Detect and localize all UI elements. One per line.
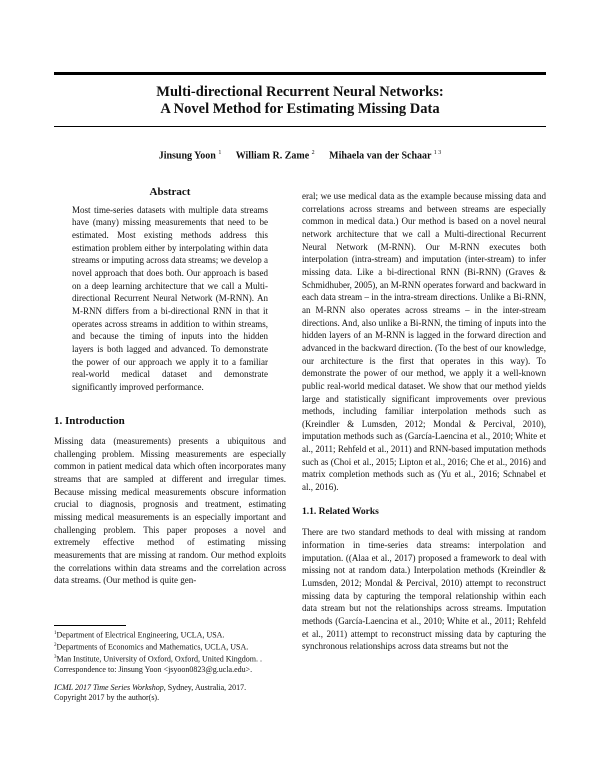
title-line-1: Multi-directional Recurrent Neural Networks: [156,84,444,100]
introduction-paragraph: Missing data (measurements) presents a ubiquitous and challenging problem. Missing measurements are especially common in patient medical data which often incorporates many streams that are sampled at different and irregular times. Because missing medical measurements obscure information crucial to diagnosis, prognosis and treatment, estimating missing medical measurements is an especially important and challenging problem. This paper proposes a novel and extremely effective method of estimating missing measurements that are missing at random. Our method exploits the correlations within data streams and the correlation across data streams. (Our method is quite gen- [54,436,286,586]
title-bottom-rule [54,126,546,127]
author-affiliation-mark: 2 [311,150,315,156]
right-column [302,190,546,653]
author-affiliation-mark: 1 3 [433,150,442,156]
author-list [54,150,546,161]
footnote-rule [54,625,126,626]
footnote: $^1$Department of Electrical Engineering, UCLA, USA. [54,630,225,640]
venue-location: , Sydney, Australia, 2017. [163,682,247,692]
paper-title [54,84,546,118]
correspondence-note: Correspondence to: Jinsung Yoon <jsyoon0823@g.ucla.edu>. [54,664,253,674]
venue-workshop: ICML 2017 Time Series Workshop [54,682,164,692]
section-heading-introduction: 1. Introduction [54,414,125,427]
title-top-rule [54,72,546,75]
author-name: William R. Zame [235,150,310,162]
left-column [54,186,286,587]
related-works-paragraph: There are two standard methods to deal with missing at random information in time-series data streams: interpolation and imputation. ((Alaa et al., 2017) proposed a framework to deal with missing not at random data.) Interpolation methods (Kreindler & Lumsden, 2012; Mondal & Percival, 2010) attempt to reconstruct missing data by capturing the temporal relationship within each data stream but not the relationships across streams. Imputation methods (García-Laencina et al., 2010; White et al., 2011; Rehfeld et al., 2011) attempt to reconstruct missing data by capturing the synchronous relationships across data streams but not the [302,527,546,652]
abstract-text: Most time-series datasets with multiple data streams have (many) missing measurements that need to be estimated. Most existing methods address this estimation problem either by interpolating within data streams or imputing across data streams; we develop a novel approach that does both. Our approach is based on a deep learning architecture that we call a Multi-directional Recurrent Neural Network (M-RNN). An M-RNN differs from a bi-directional RNN in that it operates across streams in addition to within streams, and because the timing of inputs into the hidden layers is both lagged and advanced. To demonstrate the power of our approach we apply it to a familiar real-world medical dataset and demonstrate significantly improved performance. [72,204,268,392]
related-works-section [302,506,546,653]
footnote: $^3$Man Institute, University of Oxford, Oxford, United Kingdom. . [54,654,263,664]
venue-note [54,683,286,703]
introduction-paragraph-continued: eral; we use medical data as the example because missing data and correlations across streams and between streams are especially common in medical data.) Our method is based on a novel neural network architecture that we call a Multi-directional Recurrent Neural Network (M-RNN). Our M-RNN executes both interpolation (intra-stream) and imputation (inter-stream) to infer missing data. Like a bi-directional RNN (Bi-RNN) (Graves & Schmidhuber, 2005), an M-RNN operates forward and backward in each data stream – in the intra-stream directions. Unlike a Bi-RNN, an M-RNN also operates across streams – in the inter-stream directions. And, also unlike a Bi-RNN, the timing of inputs into the hidden layers of an M-RNN is lagged in the forward direction and advanced in the backward direction. (To the best of our knowledge, our architecture is the first that operates in this way). To demonstrate the power of our method, we apply it a well-known public real-world medical dataset. We show that our method yields large and statistically significant improvements over previous methods, including familiar interpolation methods such as (Kreindler & Lumsden, 2012; Mondal & Percival, 2010), imputation methods such as (García-Laencina et al., 2010; White et al., 2011; Rehfeld et al., 2011) and RNN-based imputation methods such as (Choi et al., 2015; Lipton et al., 2016; Che et al., 2016) and matrix completion methods such as (Yu et al., 2016; Schnabel et al., 2016). [302,191,546,493]
author-name: Jinsung Yoon [158,150,216,162]
footnote: $^2$Departments of Economics and Mathematics, UCLA, USA. [54,642,249,652]
subsection-heading-related-works: 1.1. Related Works [302,506,379,517]
author-affiliation-mark: 1 [218,150,222,156]
copyright-note: Copyright 2017 by the author(s). [54,692,160,702]
footnote-block [54,618,286,703]
abstract-heading: Abstract [149,186,191,198]
title-line-2: A Novel Method for Estimating Missing Data [160,101,440,117]
author-name: Mihaela van der Schaar [329,150,432,162]
